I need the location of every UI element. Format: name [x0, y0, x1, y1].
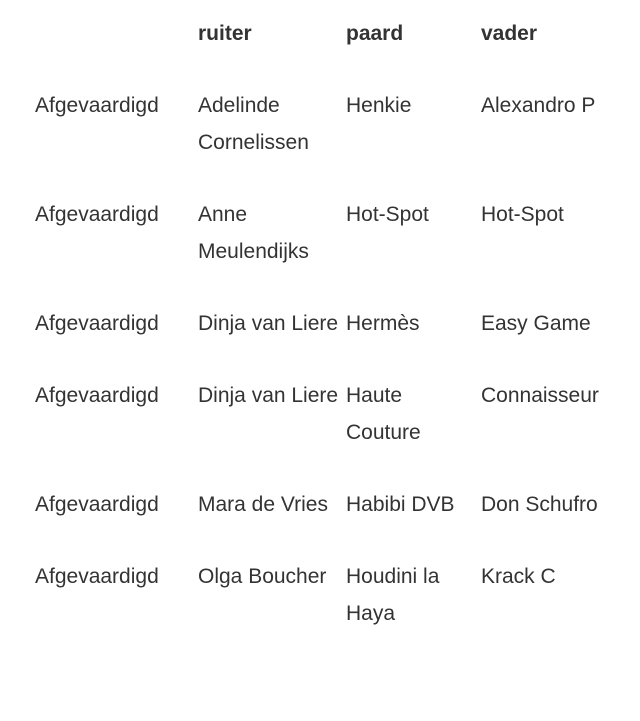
cell-status: Afgevaardigd: [35, 565, 159, 588]
cell-status: Afgevaardigd: [35, 384, 159, 407]
cell-rider: Anne Meulendijks: [198, 203, 309, 263]
cell-horse: Haute Couture: [346, 384, 421, 444]
header-status: [35, 15, 198, 87]
header-sire: vader: [481, 22, 538, 45]
table-row: [35, 377, 631, 486]
table-row: [35, 196, 631, 305]
header-horse: paard: [346, 22, 404, 45]
table-row: [35, 558, 631, 632]
header-row: [35, 15, 631, 87]
cell-sire: Krack C: [481, 565, 556, 588]
cell-horse: Hermès: [346, 312, 420, 335]
cell-rider: Dinja van Liere: [198, 312, 339, 335]
cell-status: Afgevaardigd: [35, 203, 159, 226]
cell-status: Afgevaardigd: [35, 493, 159, 516]
table-body: [35, 87, 631, 632]
table-row: [35, 486, 631, 558]
cell-horse: Henkie: [346, 94, 412, 117]
table-row: [35, 87, 631, 196]
table-row: [35, 305, 631, 377]
table-header: [35, 15, 631, 87]
cell-sire: Don Schufro: [481, 493, 598, 516]
cell-horse: Hot-Spot: [346, 203, 429, 226]
cell-sire: Hot-Spot: [481, 203, 564, 226]
cell-rider: Mara de Vries: [198, 493, 328, 516]
cell-sire: Easy Game: [481, 312, 591, 335]
cell-sire: Connaisseur: [481, 384, 599, 407]
cell-rider: Dinja van Liere: [198, 384, 339, 407]
cell-rider: Adelinde Cornelissen: [198, 94, 309, 154]
results-table: [35, 15, 631, 632]
cell-horse: Houdini la Haya: [346, 565, 440, 625]
cell-sire: Alexandro P: [481, 94, 596, 117]
cell-rider: Olga Boucher: [198, 565, 327, 588]
cell-status: Afgevaardigd: [35, 312, 159, 335]
cell-horse: Habibi DVB: [346, 493, 455, 516]
cell-status: Afgevaardigd: [35, 94, 159, 117]
header-rider: ruiter: [198, 22, 252, 45]
